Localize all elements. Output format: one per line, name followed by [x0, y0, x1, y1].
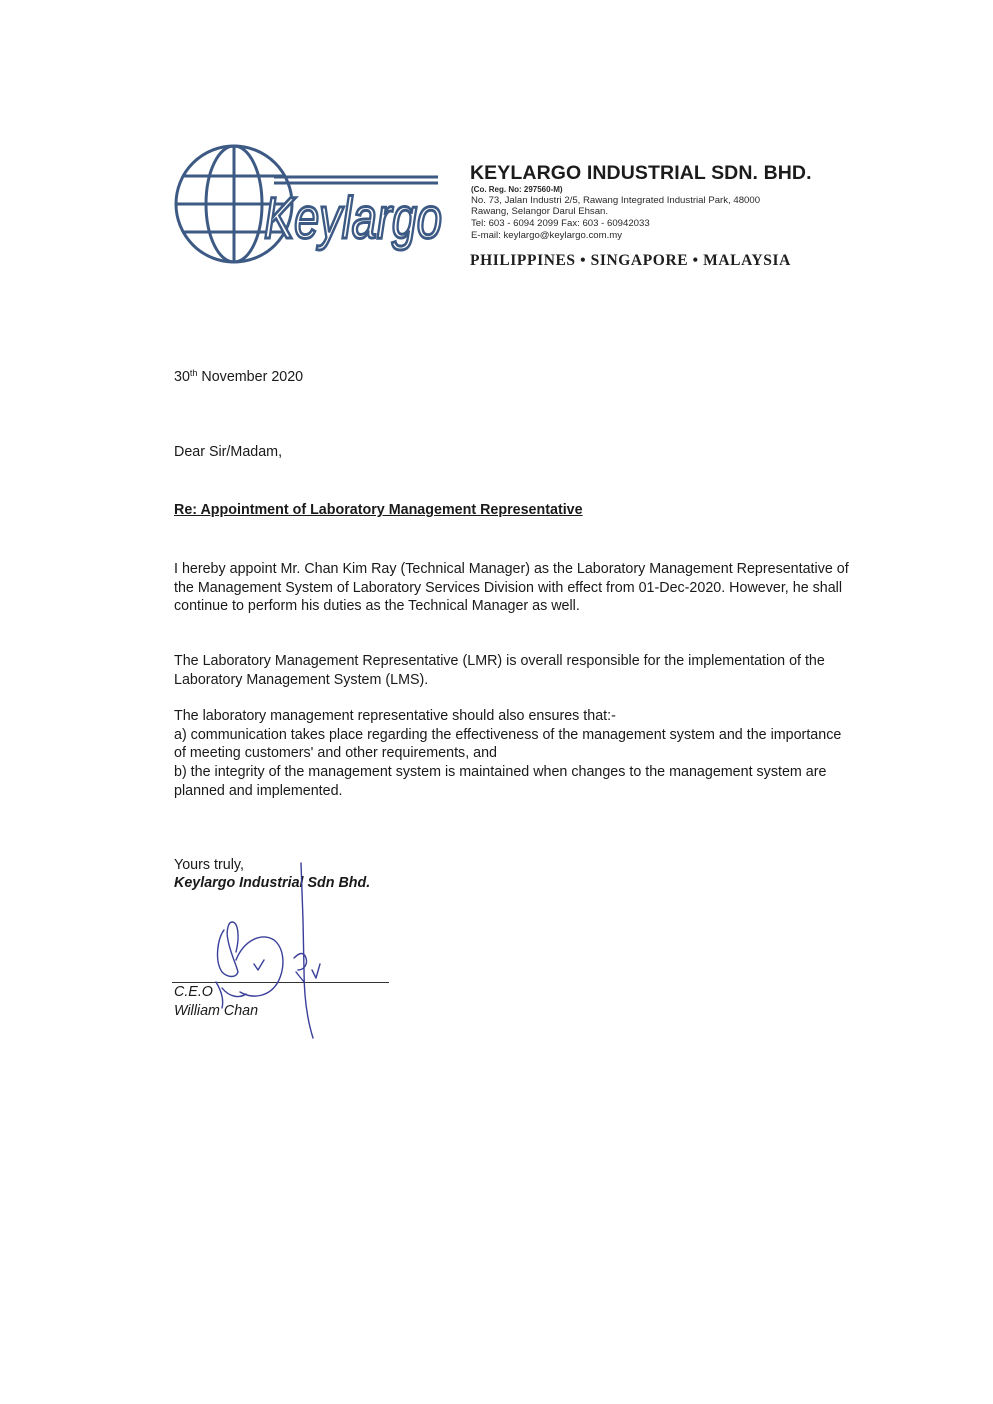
countries-line: PHILIPPINES • SINGAPORE • MALAYSIA — [470, 252, 791, 269]
ensures-item-b: b) the integrity of the management system is maintained when changes to the management system are planned and implemented. — [174, 764, 827, 799]
date-suffix: th — [189, 368, 198, 378]
keylargo-logo — [170, 140, 450, 272]
subject-line: Re: Appointment of Laboratory Management Representative — [174, 502, 583, 518]
ensures-item-a: a) communication takes place regarding the effectiveness of the management system and the importance of meeting customers' and other requirements, and — [174, 726, 842, 762]
address-line-1: No. 73, Jalan Industri 2/5, Rawang Integrated Industrial Park, 48000 — [471, 195, 761, 206]
company-reg-no: (Co. Reg. No: 297560-M) — [471, 185, 563, 194]
phone-fax: Tel: 603 - 6094 2099 Fax: 603 - 60942033 — [471, 218, 650, 229]
email-address: E-mail: keylargo@keylargo.com.my — [471, 230, 623, 241]
date-month-year: November 2020 — [197, 369, 304, 385]
paragraph-appointment: I hereby appoint Mr. Chan Kim Ray (Technical Manager) as the Laboratory Management Representative of the Management System of Laboratory Services Division with effect from 01-Dec-2020. However, he shall continue to perform his duties as the Technical Manager as well. — [174, 561, 849, 615]
paragraph-responsibility: The Laboratory Management Representative (LMR) is overall responsible for the implementation of the Laboratory Management System (LMS). — [174, 653, 825, 688]
company-name: KEYLARGO INDUSTRIAL SDN. BHD. — [470, 162, 812, 184]
address-line-2: Rawang, Selangor Darul Ehsan. — [471, 206, 609, 217]
salutation: Dear Sir/Madam, — [174, 444, 283, 460]
handwritten-signature — [200, 860, 350, 1045]
letter-date — [174, 368, 303, 387]
signing-company: Keylargo Industrial Sdn Bhd. — [174, 875, 371, 891]
ensures-intro: The laboratory management representative should also ensures that:- — [174, 708, 616, 724]
svg-text:Keylargo: Keylargo — [264, 186, 442, 251]
date-day: 30 — [174, 369, 190, 385]
signatory-name: William Chan — [174, 1003, 259, 1019]
closing: Yours truly, — [174, 857, 244, 873]
paragraph-ensures — [174, 707, 854, 801]
signatory-title: C.E.O — [174, 984, 213, 1000]
